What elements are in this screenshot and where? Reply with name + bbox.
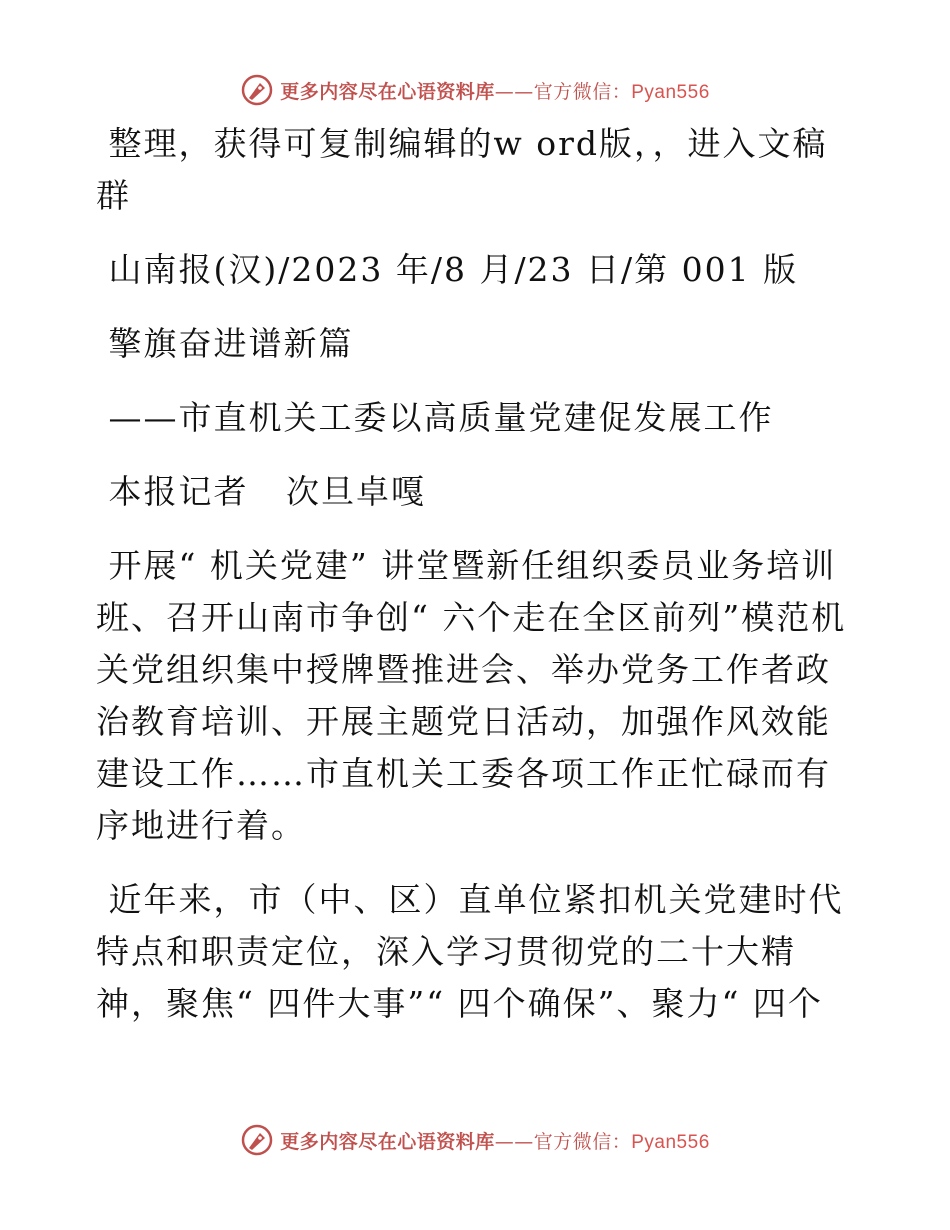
banner-dash: —— <box>494 1130 534 1153</box>
headline: 擎旗奋进谱新篇 <box>96 324 354 363</box>
document-body <box>96 118 856 1052</box>
banner-account: Pyan556 <box>631 81 710 103</box>
intro-line: 整理，获得可复制编辑的w ord版，，进入文稿群 <box>96 124 828 215</box>
banner-text <box>280 77 710 104</box>
byline: 本报记者 次旦卓嘎 <box>96 472 426 511</box>
source-line: 山南报(汉)/2023 年/8 月/23 日/第 001 版 <box>96 250 799 289</box>
pen-nib-logo-icon <box>240 73 274 107</box>
banner-slogan: 更多内容尽在心语资料库 <box>280 80 495 103</box>
banner-account: Pyan556 <box>631 1131 710 1153</box>
banner-text <box>280 1127 710 1154</box>
banner-dash: —— <box>494 80 534 103</box>
footer-banner <box>0 1120 950 1160</box>
header-banner <box>0 70 950 110</box>
banner-official-label: 官方微信： <box>533 1130 632 1153</box>
pen-nib-logo-icon <box>240 1123 274 1157</box>
subheadline: ——市直机关工委以高质量党建促发展工作 <box>96 398 774 437</box>
banner-official-label: 官方微信： <box>533 80 632 103</box>
banner-slogan: 更多内容尽在心语资料库 <box>280 1130 495 1153</box>
paragraph-2: 近年来，市（中、区）直单位紧扣机关党建时代特点和职责定位，深入学习贯彻党的二十大精神，聚焦“ 四件大事”“ 四个确保”、聚力“ 四个 <box>96 880 844 1023</box>
paragraph-1: 开展“ 机关党建” 讲堂暨新任组织委员业务培训班、召开山南市争创“ 六个走在全区前列”模范机关党组织集中授牌暨推进会、举办党务工作者政治教育培训、开展主题党日活动，加强作风效能建设工作……市直机关工委各项工作正忙碌而有序地进行着。 <box>96 546 847 845</box>
